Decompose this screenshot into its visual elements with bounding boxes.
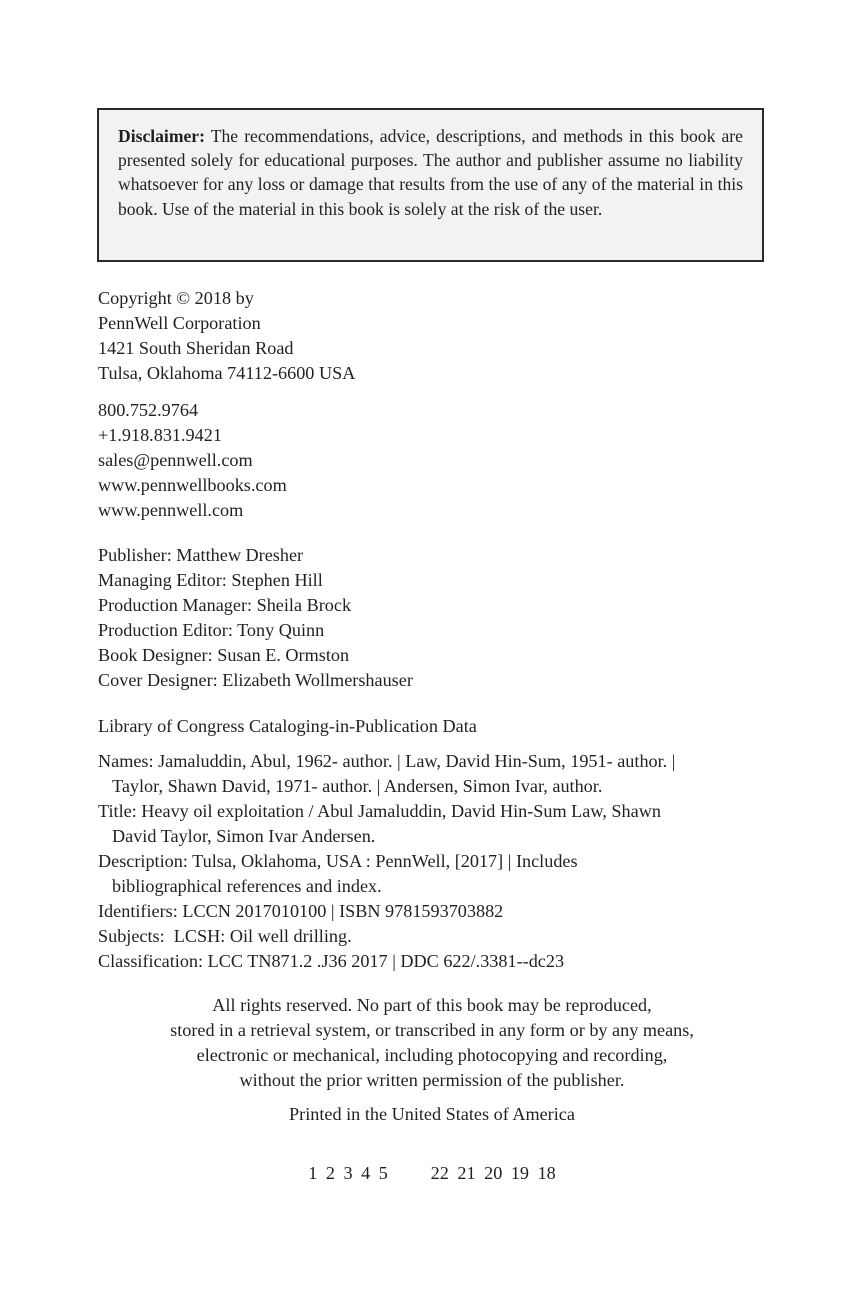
printer-key: 1 2 3 4 5 22 21 20 19 18 <box>308 1163 556 1183</box>
cip-subjects: Subjects: LCSH: Oil well drilling. <box>98 926 352 946</box>
sales-email: sales@pennwell.com <box>98 450 253 470</box>
cip-heading-text: Library of Congress Cataloging-in-Publication Data <box>98 716 477 736</box>
disclaimer-box <box>97 108 764 262</box>
copyright-line: Copyright © 2018 by <box>98 288 254 308</box>
credit-production-manager: Production Manager: Sheila Brock <box>98 595 352 615</box>
cip-classification: Classification: LCC TN871.2 .J36 2017 | DDC 622/.3381--dc23 <box>98 951 565 971</box>
cip-title <box>98 799 778 849</box>
credit-cover-designer: Cover Designer: Elizabeth Wollmershauser <box>98 670 413 690</box>
cip-title-line-2: David Taylor, Simon Ivar Andersen. <box>112 826 376 846</box>
credit-publisher: Publisher: Matthew Dresher <box>98 545 304 565</box>
phone-international: +1.918.831.9421 <box>98 425 222 445</box>
disclaimer-text: The recommendations, advice, descriptions, and methods in this book are presented solely for educational purposes. The author and publisher assume no liability whatsoever for any loss or damage that results from the use of any of the material in this book. Use of the material in this book is solely at the risk of the user. <box>118 126 743 219</box>
publisher-street: 1421 South Sheridan Road <box>98 338 294 358</box>
cip-description-line-2: bibliographical references and index. <box>112 876 382 896</box>
cip-title-line-1: Title: Heavy oil exploitation / Abul Jamaluddin, David Hin-Sum Law, Shawn <box>98 801 661 821</box>
credit-production-editor: Production Editor: Tony Quinn <box>98 620 325 640</box>
cip-description <box>98 849 778 899</box>
website-books: www.pennwellbooks.com <box>98 475 287 495</box>
cip-names-line-1: Names: Jamaluddin, Abul, 1962- author. | Law, David Hin-Sum, 1951- author. | <box>98 751 676 771</box>
cip-names-line-2: Taylor, Shawn David, 1971- author. | Andersen, Simon Ivar, author. <box>112 776 603 796</box>
publisher-name: PennWell Corporation <box>98 313 261 333</box>
cip-heading <box>98 714 477 739</box>
phone-tollfree: 800.752.9764 <box>98 400 199 420</box>
cip-names <box>98 749 778 799</box>
credit-book-designer: Book Designer: Susan E. Ormston <box>98 645 350 665</box>
rights-line-4: without the prior written permission of the publisher. <box>239 1070 625 1090</box>
disclaimer-label: Disclaimer: <box>118 126 205 146</box>
rights-block <box>0 993 864 1093</box>
printed-in <box>0 1102 864 1127</box>
rights-line-2: stored in a retrieval system, or transcribed in any form or by any means, <box>170 1020 694 1040</box>
contact-block <box>98 398 287 523</box>
cip-entries <box>98 749 778 974</box>
website-main: www.pennwell.com <box>98 500 244 520</box>
copyright-block <box>98 286 355 386</box>
credit-managing-editor: Managing Editor: Stephen Hill <box>98 570 323 590</box>
printed-in-text: Printed in the United States of America <box>289 1104 575 1124</box>
rights-line-3: electronic or mechanical, including photocopying and recording, <box>196 1045 668 1065</box>
credits-block <box>98 543 413 693</box>
rights-line-1: All rights reserved. No part of this book may be reproduced, <box>212 995 652 1015</box>
publisher-city: Tulsa, Oklahoma 74112-6600 USA <box>98 363 356 383</box>
cip-identifiers: Identifiers: LCCN 2017010100 | ISBN 9781593703882 <box>98 901 504 921</box>
cip-description-line-1: Description: Tulsa, Oklahoma, USA : PennWell, [2017] | Includes <box>98 851 578 871</box>
